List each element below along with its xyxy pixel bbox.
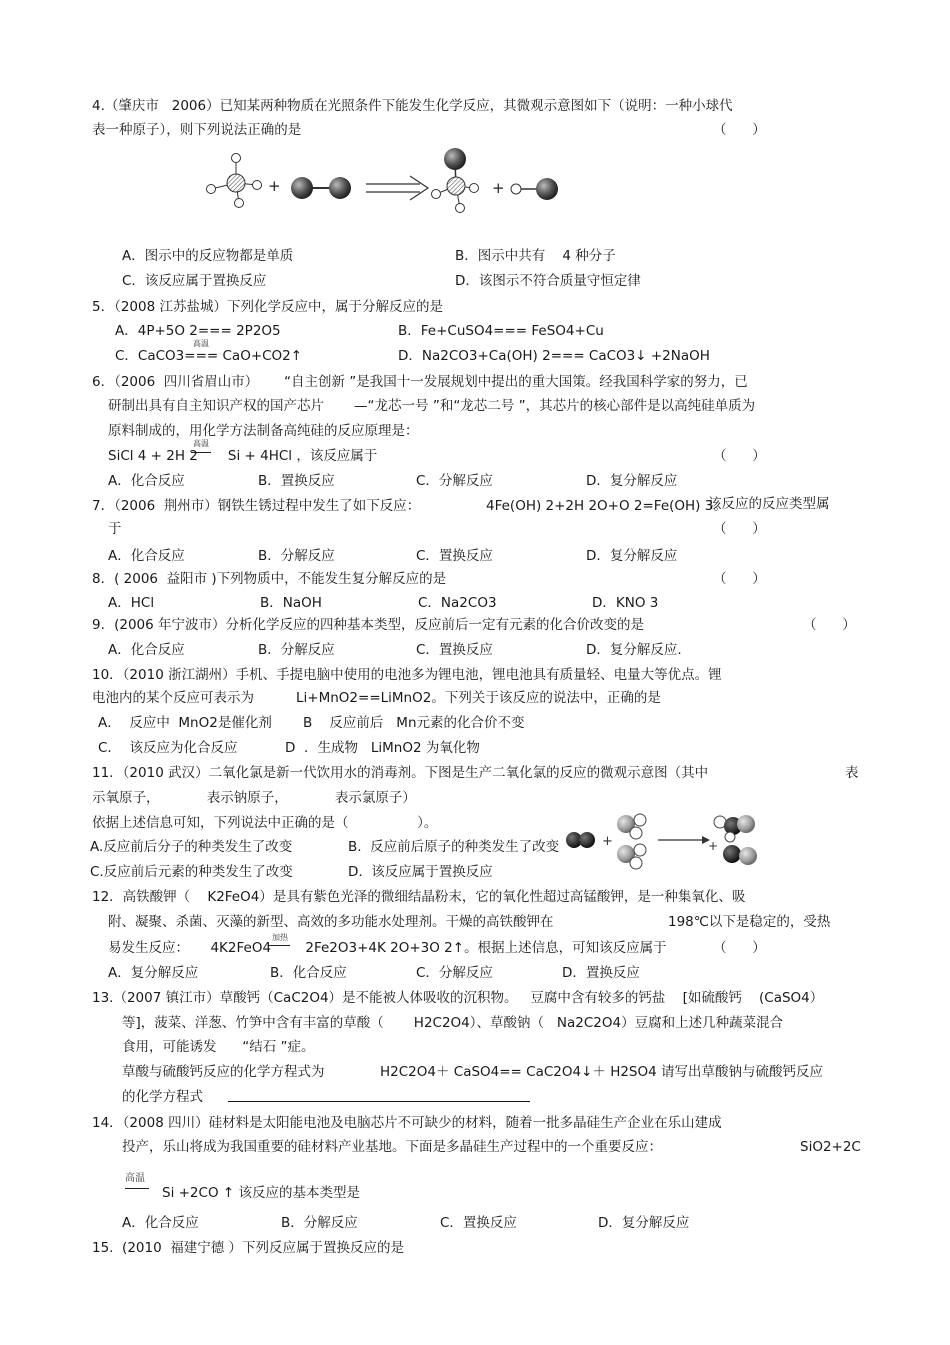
- q4-reaction-arrow: [366, 176, 428, 200]
- q14-equation: Si +2CO ↑ 该反应的基本类型是: [162, 1185, 360, 1201]
- q12-stem-line2b: 198℃以下是稳定的，受热: [668, 914, 831, 930]
- q11-product-nacl-bottom: [723, 845, 757, 865]
- q5-option-a[interactable]: A．4P+5O 2=== 2P2O5: [115, 323, 281, 339]
- q8-answer-bracket: （ ）: [713, 571, 766, 587]
- q6-stem-line1: 6．（2006 四川省眉山市） “自主创新 ”是我国十一发展规划中提出的重大国策。经我国科学家的努力，已: [92, 374, 748, 390]
- svg-text:+: +: [268, 177, 281, 195]
- q11-option-b[interactable]: B. 反应前后原子的种类发生了改变: [348, 839, 560, 855]
- q11-option-a[interactable]: A.反应前后分子的种类发生了改变: [90, 839, 293, 855]
- q8-option-a[interactable]: A．HCl: [108, 595, 155, 611]
- q14-option-d[interactable]: D．复分解反应: [598, 1215, 690, 1231]
- q4-option-a[interactable]: A．图示中的反应物都是单质: [122, 248, 294, 264]
- q4-product-molecule-2: [511, 178, 558, 200]
- q7-stem: 7．（2006 荆州市）钢铁生锈过程中发生了如下反应：: [92, 498, 421, 514]
- svg-text:+: +: [708, 839, 719, 853]
- q10-stem-line2b: Li+MnO2==LiMnO2。下列关于该反应的说法中，正确的是: [296, 690, 661, 706]
- q12-option-c[interactable]: C．分解反应: [416, 965, 493, 981]
- svg-text:+: +: [492, 179, 505, 197]
- q4-reactant-molecule-2: [291, 177, 351, 199]
- q12-option-b[interactable]: B．化合反应: [270, 965, 347, 981]
- q11-reaction-arrow: [658, 836, 710, 844]
- q7-answer-bracket: （ ）: [713, 521, 766, 537]
- q10-stem-line1: 10．（2010 浙江湖州）手机、手提电脑中使用的电池多为锂电池，锂电池具有质量轻、电量大等优点。锂: [92, 667, 722, 683]
- q6-answer-bracket: （ ）: [713, 448, 766, 464]
- q8-option-b[interactable]: B．NaOH: [260, 595, 322, 611]
- q5-condition-label: 高温: [193, 339, 209, 348]
- q7-option-b[interactable]: B．分解反应: [258, 548, 335, 564]
- q6-option-b[interactable]: B．置换反应: [258, 473, 335, 489]
- q14-condition-bar: [125, 1188, 149, 1189]
- q6-stem-line3: 原料制成的，用化学方法制备高纯硅的反应原理是：: [108, 423, 419, 439]
- q13-stem-line1: 13.（2007 镇江市）草酸钙（CaC2O4）是不能被人体吸收的沉积物。 豆腐中含有较多的钙盐 [如硫酸钙 (CaSO4）: [92, 990, 824, 1006]
- q9-answer-bracket: （ ）: [803, 617, 856, 633]
- q5-option-c[interactable]: C．CaCO3=== CaO+CO2↑: [115, 348, 303, 364]
- q6-option-a[interactable]: A．化合反应: [108, 473, 185, 489]
- q4-option-b[interactable]: B．图示中共有 4 种分子: [455, 248, 616, 264]
- q7-option-c[interactable]: C．置换反应: [416, 548, 493, 564]
- q11-product-clo2-top: [714, 816, 742, 842]
- q14-stem-line2-tail: SiO2+2C: [800, 1139, 861, 1155]
- q11-stem-line1: 11．（2010 武汉）二氧化氯是新一代饮用水的消毒剂。下图是生产二氧化氯的反应的微观示意图（其中: [92, 765, 709, 781]
- q10-option-c[interactable]: C． 该反应为化合反应: [98, 740, 238, 756]
- q11-product-clo2-right: [737, 815, 755, 833]
- q13-stem-line3: 食用，可能诱发 “结石 ”症。: [122, 1039, 315, 1055]
- q11-reactant-cl2: [566, 832, 595, 848]
- q11-reactant-naclo2-bottom: [617, 844, 646, 869]
- q13-stem-line4a: 草酸与硫酸钙反应的化学方程式为: [122, 1064, 325, 1080]
- q11-option-c[interactable]: C.反应前后元素的种类发生了改变: [90, 864, 293, 880]
- q14-stem-line1: 14．（2008 四川）硅材料是太阳能电池及电脑芯片不可缺少的材料，随着一批多晶硅生产企业在乐山建成: [92, 1115, 722, 1131]
- q8-stem: 8．( 2006 益阳市 )下列物质中，不能发生复分解反应的是: [92, 571, 447, 587]
- q7-equation: 4Fe(OH) 2+2H 2O+O 2=Fe(OH) 3。: [486, 498, 727, 514]
- q7-option-d[interactable]: D．复分解反应: [586, 548, 678, 564]
- q7-stem-line2: 于: [108, 521, 122, 537]
- q13-answer-blank[interactable]: [228, 1101, 530, 1102]
- q12-equation: 易发生反应： 4K2FeO4 2Fe2O3+4K 2O+3O 2↑。根据上述信息，可知该反应属于: [108, 940, 667, 956]
- q14-condition-label: 高温: [125, 1173, 145, 1184]
- q11-reaction-diagram: [562, 806, 762, 874]
- q9-option-b[interactable]: B．分解反应: [258, 642, 335, 658]
- q13-stem-line4b: H2C2O4＋ CaSO4== CaC2O4↓＋ H2SO4 请写出草酸钠与硫酸钙反应: [380, 1064, 824, 1080]
- q5-stem: 5．（2008 江苏盐城）下列化学反应中，属于分解反应的是: [92, 299, 443, 315]
- q7-option-a[interactable]: A．化合反应: [108, 548, 185, 564]
- q14-stem-line2: 投产，乐山将成为我国重要的硅材料产业基地。下面是多晶硅生产过程中的一个重要反应：: [122, 1139, 662, 1155]
- q12-condition-label: 加热: [272, 933, 288, 942]
- q12-option-a[interactable]: A．复分解反应: [108, 965, 199, 981]
- q4-reaction-diagram: [198, 145, 578, 217]
- q11-option-d[interactable]: D. 该反应属于置换反应: [348, 864, 493, 880]
- q9-option-d[interactable]: D．复分解反应.: [586, 642, 682, 658]
- q14-option-c[interactable]: C．置换反应: [440, 1215, 517, 1231]
- q15-stem: 15. (2010 福建宁德 ）下列反应属于置换反应的是: [92, 1240, 405, 1256]
- q9-option-a[interactable]: A．化合反应: [108, 642, 185, 658]
- q4-stem-line1: 4.（肇庆市 2006）已知某两种物质在光照条件下能发生化学反应，其微观示意图如下（说明：一种小球代: [92, 98, 733, 114]
- q12-stem-line1: 12．高铁酸钾（ K2FeO4）是具有紫色光泽的微细结晶粉末，它的氧化性超过高锰酸钾，是一种集氧化、吸: [92, 889, 746, 905]
- q6-condition-label: 高温: [193, 439, 209, 448]
- q11-stem-line1-tail: 表: [845, 765, 859, 781]
- q6-equation: SiCl 4 + 2H 2 Si + 4HCl ，该反应属于: [108, 448, 378, 464]
- q10-option-b[interactable]: B 反应前后 Mn元素的化合价不变: [303, 715, 525, 731]
- q6-stem-line2: 研制出具有自主知识产权的国产芯片 —“龙芯一号 ”和“龙芯二号 ”，其芯片的核心部件是以高纯硅单质为: [108, 398, 756, 414]
- q10-option-a[interactable]: A． 反应中 MnO2是催化剂: [98, 715, 272, 731]
- q4-stem-line2: 表一种原子），则下列说法正确的是: [92, 122, 302, 138]
- q12-answer-bracket: （ ）: [713, 940, 766, 956]
- q4-answer-bracket: （ ）: [713, 122, 766, 138]
- q8-option-c[interactable]: C．Na2CO3: [418, 595, 497, 611]
- q11-stem-line2: 示氧原子， 表示钠原子， 表示氯原子）: [92, 790, 416, 806]
- q5-option-d[interactable]: D．Na2CO3+Ca(OH) 2=== CaCO3↓ +2NaOH: [398, 348, 710, 364]
- q4-reactant-molecule-1: [207, 154, 262, 208]
- q14-option-a[interactable]: A．化合反应: [122, 1215, 199, 1231]
- q9-option-c[interactable]: C．置换反应: [416, 642, 493, 658]
- q6-option-c[interactable]: C．分解反应: [416, 473, 493, 489]
- q5-option-b[interactable]: B．Fe+CuSO4=== FeSO4+Cu: [398, 323, 604, 339]
- q11-stem-line3: 依据上述信息可知，下列说法中正确的是（ ）。: [92, 815, 438, 831]
- q13-stem-line2: 等]，菠菜、洋葱、竹笋中含有丰富的草酸（ H2C2O4）、草酸钠（ Na2C2O4）豆腐和上述几种蔬菜混合: [122, 1015, 784, 1031]
- svg-text:+: +: [602, 834, 613, 849]
- q14-option-b[interactable]: B．分解反应: [281, 1215, 358, 1231]
- q11-reactant-naclo2-top: [617, 814, 646, 839]
- q6-option-d[interactable]: D．复分解反应: [586, 473, 678, 489]
- q4-option-d[interactable]: D．该图示不符合质量守恒定律: [455, 273, 641, 289]
- q13-stem-line5: 的化学方程式: [122, 1089, 203, 1105]
- q4-product-molecule-1: [432, 148, 479, 213]
- q4-option-c[interactable]: C．该反应属于置换反应: [122, 273, 267, 289]
- q7-stem-tail: 该反应的反应类型属: [708, 496, 830, 512]
- q12-stem-line2a: 附、凝聚、杀菌、灭藻的新型、高效的多功能水处理剂。干燥的高铁酸钾在: [108, 914, 554, 930]
- q12-option-d[interactable]: D．置换反应: [562, 965, 640, 981]
- q8-option-d[interactable]: D．KNO 3: [592, 595, 659, 611]
- q10-option-d[interactable]: D ．生成物 LiMnO2 为氧化物: [285, 740, 480, 756]
- q10-stem-line2a: 电池内的某个反应可表示为: [92, 690, 254, 706]
- q9-stem: 9．(2006 年宁波市）分析化学反应的四种基本类型，反应前后一定有元素的化合价改变的是: [92, 617, 645, 633]
